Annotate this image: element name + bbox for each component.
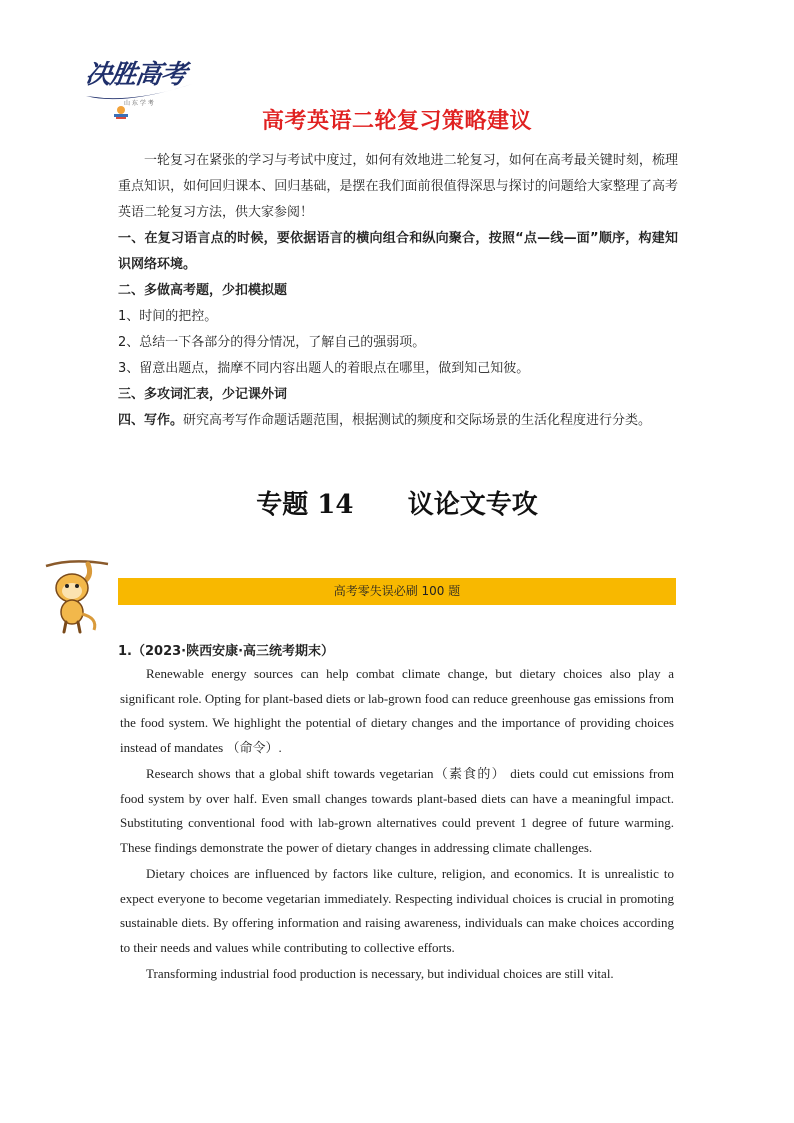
intro-item-2-3: 3、留意出题点，揣摩不同内容出题人的着眼点在哪里，做到知己知彼。 xyxy=(118,361,530,376)
intro-item-2: 二、多做高考题，少扣模拟题 xyxy=(118,283,288,298)
intro-paragraph: 一轮复习在紧张的学习与考试中度过，如何有效地进二轮复习，如何在高考最关键时刻，梳理重点知识，如何回归课本、回归基础，是摆在我们面前很值得深思与探讨的问题给大家整理了高考英语二轮复习方法，供大家参阅！ xyxy=(118,153,678,220)
reading-passage xyxy=(120,662,674,989)
page-title: 高考英语二轮复习策略建议 xyxy=(261,109,532,134)
question-header: 1.（2023·陕西安康·高三统考期末） xyxy=(118,644,335,659)
intro-item-3: 三、多攻词汇表，少记课外词 xyxy=(118,387,288,402)
logo-subtext: 山 东 学 考 xyxy=(124,100,154,107)
intro-item-4-text: 研究高考写作命题话题范围，根据测试的频度和交际场景的生活化程度进行分类。 xyxy=(183,413,652,428)
intro-section xyxy=(118,148,678,434)
passage-paragraph: Transforming industrial food production is necessary, but individual choices are still vital. xyxy=(146,966,614,981)
topic-title: 专题 14 议论文专攻 xyxy=(256,490,538,520)
logo-text: 决胜高考 xyxy=(83,60,188,90)
intro-item-4 xyxy=(118,408,678,434)
intro-item-4-label: 四、写作。 xyxy=(118,413,184,428)
passage-paragraph: Research shows that a global shift towards vegetarian（素食的） diets could cut emissions from food system by over half. Even small changes towards plant-based diets can have a meaningful impact. Substituting conventional food with lab-grown alternatives could prevent 1 degree of future warming. These findings demonstrate the power of dietary changes in addressing climate challenges. xyxy=(120,766,674,855)
intro-item-2-1: 1、时间的把控。 xyxy=(118,309,218,324)
intro-item-1: 一、在复习语言点的时候，要依据语言的横向组合和纵向聚合，按照“点—线—面”顺序，构建知识网络环境。 xyxy=(118,231,678,272)
monkey-mascot-icon xyxy=(42,556,112,636)
intro-item-2-2: 2、总结一下各部分的得分情况，了解自己的强弱项。 xyxy=(118,335,426,350)
passage-paragraph: Dietary choices are influenced by factors like culture, religion, and economics. It is unrealistic to expect everyone to become vegetarian immediately. Respecting individual choices is crucial in promoting sustainable diets. By offering information and raising awareness, individuals can make choices according to their needs and values while contributing to collective efforts. xyxy=(120,866,674,955)
section-banner: 高考零失误必刷 100 题 xyxy=(118,578,676,605)
passage-paragraph: Renewable energy sources can help combat climate change, but dietary choices also play a significant role. Opting for plant-based diets or lab-grown food can reduce greenhouse gas emissions from the food system. We highlight the potential of dietary changes and the importance of providing choices instead of mandates （命令）. xyxy=(120,666,674,755)
